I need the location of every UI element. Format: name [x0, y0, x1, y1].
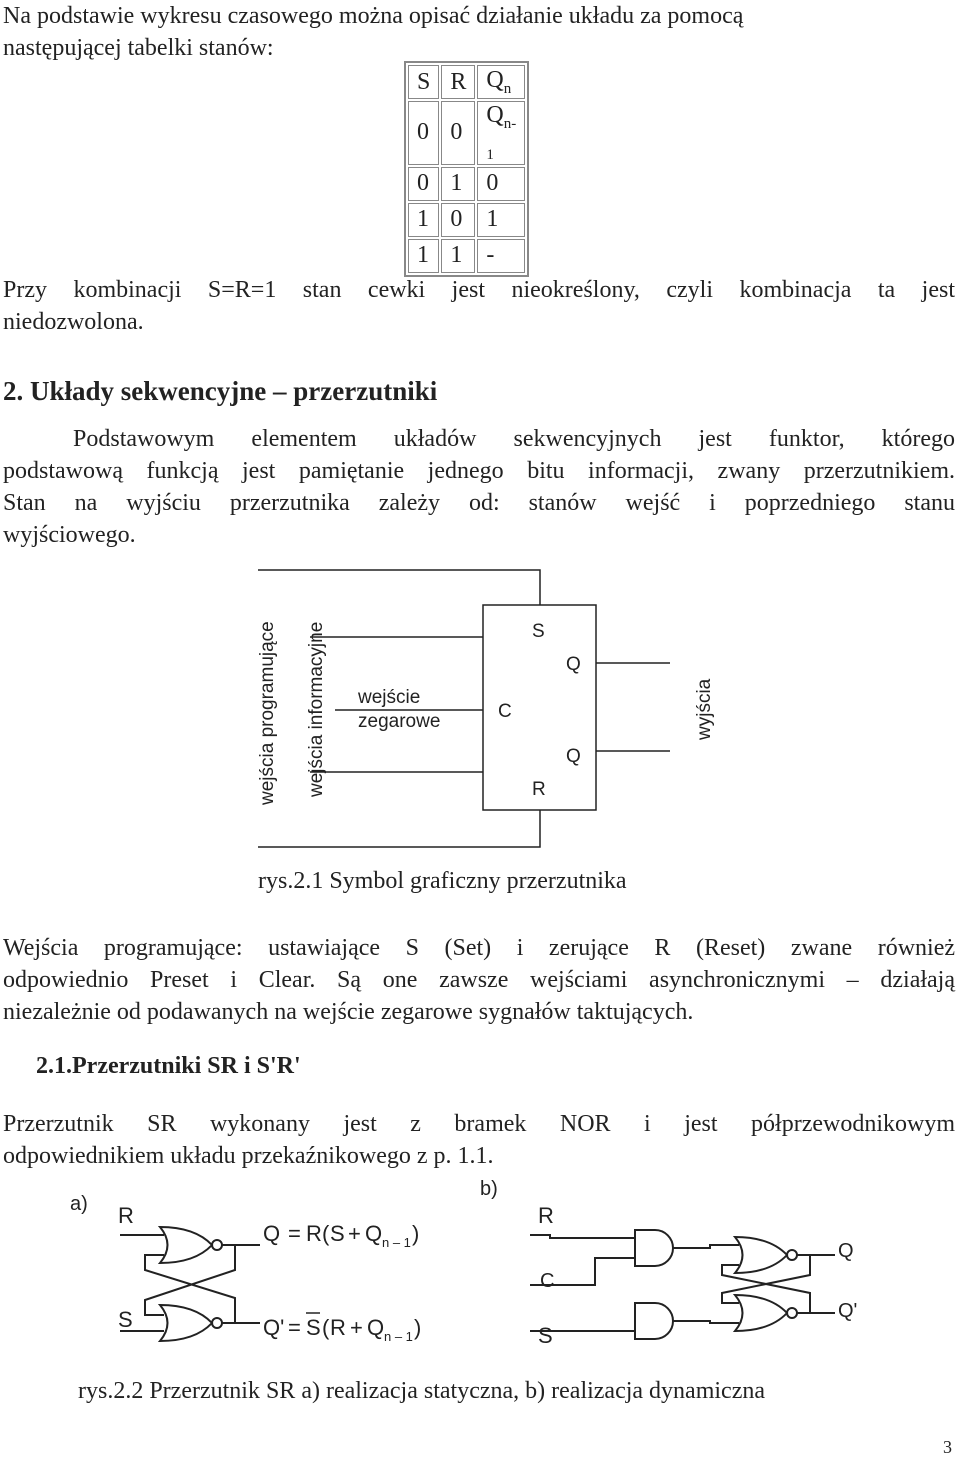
- table-cell: 0: [441, 203, 475, 237]
- svg-text:): ): [414, 1315, 422, 1340]
- svg-text:(: (: [322, 1315, 330, 1340]
- pin-r-label: R: [532, 779, 546, 800]
- page-number: 3: [943, 1437, 952, 1457]
- pin-q-negated-label: Q: [566, 746, 581, 767]
- eq1-lhs: Q: [263, 1221, 281, 1246]
- eq2-s: S: [306, 1315, 321, 1340]
- nor-gate-bottom: [160, 1305, 212, 1341]
- eq2-lhs: Q': [263, 1315, 285, 1340]
- eq1-s: S: [330, 1221, 345, 1246]
- table-cell: 1: [408, 203, 439, 237]
- table-header-cell: $Q_n$: [477, 65, 525, 99]
- state-table: [404, 61, 529, 277]
- section-2-line-3: Stan na wyjściu przerzutnika zależy od: stanów wejść i poprzedniego stanu: [3, 490, 955, 516]
- eq1-plus: +: [348, 1221, 361, 1246]
- section-2-paragraph: [3, 423, 955, 551]
- label-b-q: Q: [838, 1240, 854, 1262]
- nor-gate-b-top: [735, 1237, 787, 1273]
- programming-input-wire: [258, 570, 540, 605]
- label-outputs: wyjścia: [694, 678, 715, 740]
- table-header-cell: S: [408, 65, 439, 99]
- nor-gate-bottom-bubble: [212, 1318, 222, 1328]
- table-cell: 0: [477, 167, 525, 201]
- eq2-q: Q: [367, 1315, 385, 1340]
- wire-and-bottom-to-nor: [673, 1321, 739, 1323]
- section-2-line-1: Podstawowym elementem układów sekwencyjnych jest funktor, którego: [73, 426, 955, 452]
- and-gate-top: [635, 1230, 673, 1266]
- reset-wire: [258, 810, 540, 847]
- eq1-sub: n – 1: [382, 1235, 411, 1250]
- section-2-1-line-1: Przerzutnik SR wykonany jest z bramek NOR i jest półprzewodnikowym: [3, 1111, 955, 1137]
- section-2-1-line-2: odpowiednikiem układu przekaźnikowego z p. 1.1.: [3, 1143, 494, 1169]
- table-row: [408, 203, 525, 237]
- wire-and-top-to-nor: [673, 1245, 739, 1248]
- svg-text:): ): [412, 1221, 420, 1246]
- table-cell: 1: [441, 167, 475, 201]
- label-a: a): [70, 1193, 88, 1215]
- svg-text:(: (: [322, 1221, 330, 1246]
- note-line-1: Przy kombinacji S=R=1 stan cewki jest nieokreślony, czyli kombinacja ta jest: [3, 277, 955, 303]
- table-row: [408, 239, 525, 273]
- label-clock-input-1: wejście: [358, 687, 421, 708]
- nor-gate-top-bubble: [212, 1240, 222, 1250]
- figure-1-caption: rys.2.1 Symbol graficzny przerzutnika: [258, 868, 627, 894]
- label-programming-inputs: wejścia programujące: [257, 621, 278, 805]
- table-row: [408, 65, 525, 99]
- table-header-cell: R: [441, 65, 475, 99]
- paragraph-2-line-1: Wejścia programujące: ustawiające S (Set) i zerujące R (Reset) zwane również: [3, 935, 955, 961]
- eq1-q: Q: [365, 1221, 383, 1246]
- section-2-title: 2. Układy sekwencyjne – przerzutniki: [3, 376, 438, 406]
- pin-s-label: S: [532, 621, 545, 642]
- sr-flip-flop-diagram: [60, 1175, 880, 1375]
- flip-flop-symbol-diagram: [240, 565, 760, 850]
- section-2-line-2: podstawową funkcją jest pamiętanie jednego bitu informacji, zwany przerzutnikiem.: [3, 458, 955, 484]
- label-a-s: S: [118, 1307, 133, 1332]
- table-cell: 0: [408, 167, 439, 201]
- paragraph-2-line-3: niezależnie od podawanych na wejście zegarowe sygnałów taktujących.: [3, 999, 694, 1025]
- table-cell: 0: [441, 101, 475, 165]
- table-cell: 1: [408, 239, 439, 273]
- table-cell: -: [477, 239, 525, 273]
- intro-line-1: Na podstawie wykresu czasowego można opisać działanie układu za pomocą: [3, 3, 744, 29]
- equation-qp: [263, 1313, 421, 1344]
- equation-q: [263, 1221, 419, 1250]
- nor-gate-b-bottom-bubble: [787, 1308, 797, 1318]
- label-b-s: S: [538, 1323, 553, 1348]
- label-b-c: C: [540, 1270, 555, 1292]
- table-row: [408, 167, 525, 201]
- eq2-sub: n – 1: [384, 1329, 413, 1344]
- section-2-1-title: 2.1.Przerzutniki SR i S'R': [36, 1053, 301, 1079]
- label-a-r: R: [118, 1203, 134, 1228]
- note-line-2: niedozwolona.: [3, 309, 144, 335]
- nor-gate-b-bottom: [735, 1295, 787, 1331]
- eq2-r: R: [330, 1315, 346, 1340]
- eq1-equals: =: [288, 1221, 301, 1246]
- label-clock-input-2: zegarowe: [358, 711, 441, 732]
- feedback-wire-2: [145, 1255, 235, 1323]
- eq2-plus: +: [350, 1315, 363, 1340]
- label-b-r: R: [538, 1203, 554, 1228]
- paragraph-2-line-2: odpowiednio Preset i Clear. Są one zawsze wejściami asynchronicznymi – działają: [3, 967, 955, 993]
- table-cell: $Q_{n-1}$: [477, 101, 525, 165]
- nor-gate-top: [160, 1227, 212, 1263]
- table-cell: 0: [408, 101, 439, 165]
- programming-inputs-paragraph: [3, 932, 955, 1028]
- wire-b-r-input: [530, 1235, 635, 1238]
- table-row: [408, 101, 525, 165]
- label-b-qp: Q': [838, 1300, 858, 1322]
- section-2-line-4: wyjściowego.: [3, 522, 136, 548]
- section-2-1-paragraph: [3, 1108, 955, 1172]
- table-cell: 1: [477, 203, 525, 237]
- note-paragraph: [3, 274, 955, 338]
- pin-c-label: C: [498, 701, 512, 722]
- nor-gate-b-top-bubble: [787, 1250, 797, 1260]
- eq1-r: R: [306, 1221, 322, 1246]
- intro-line-2: następującej tabelki stanów:: [3, 35, 274, 61]
- intro-paragraph: [3, 0, 955, 64]
- label-informational-inputs: wejścia informacyjne: [306, 621, 327, 797]
- figure-2-caption: rys.2.2 Przerzutnik SR a) realizacja statyczna, b) realizacja dynamiczna: [78, 1378, 765, 1404]
- and-gate-bottom: [635, 1303, 673, 1339]
- table-cell: 1: [441, 239, 475, 273]
- pin-q-label: Q: [566, 654, 581, 675]
- eq2-equals: =: [288, 1315, 301, 1340]
- label-b: b): [480, 1178, 498, 1200]
